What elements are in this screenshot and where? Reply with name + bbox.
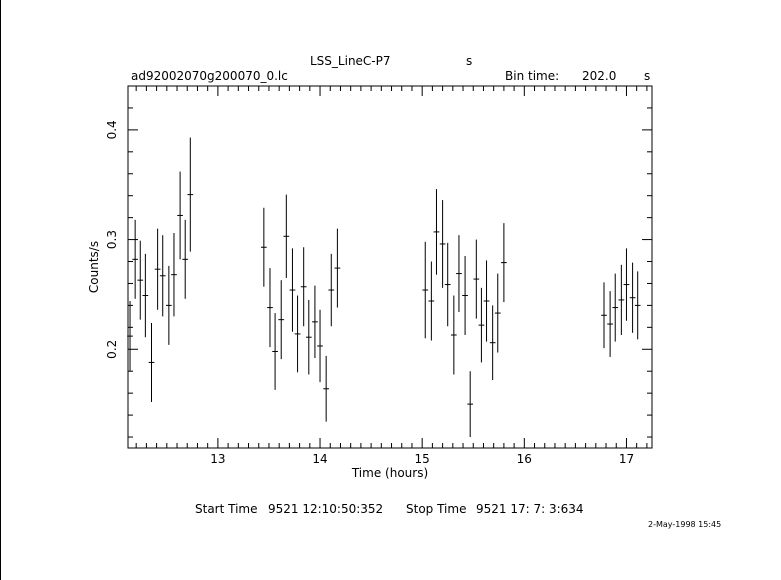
data-point: [422, 242, 428, 339]
data-point: [323, 356, 329, 422]
data-point: [166, 266, 172, 345]
bin-time-unit: s: [644, 69, 651, 83]
data-point: [149, 323, 155, 402]
data-point: [624, 248, 630, 320]
data-point: [601, 282, 607, 348]
data-point: [635, 271, 641, 339]
data-point: [283, 195, 289, 278]
data-point: [290, 248, 296, 331]
data-point: [132, 220, 138, 299]
data-point: [473, 240, 479, 319]
data-point: [630, 263, 636, 333]
stop-time-value: 9521 17: 7: 3:634: [476, 502, 584, 516]
data-point: [182, 220, 188, 299]
data-point: [467, 371, 473, 437]
y-axis-label: Counts/s: [87, 240, 101, 294]
data-point: [187, 138, 193, 252]
stop-time-label: Stop Time: [406, 502, 467, 516]
data-point: [278, 280, 284, 359]
plot-title-unit: s: [466, 54, 473, 68]
axis-ticks: [128, 86, 652, 448]
y-tick-label: 0.4: [105, 120, 119, 140]
date-stamp: 2-May-1998 15:45: [648, 520, 722, 529]
data-point: [607, 291, 613, 357]
y-tick-label: 0.2: [105, 339, 119, 359]
x-tick-label: 14: [312, 452, 328, 466]
x-tick-label: 17: [618, 452, 635, 466]
data-point: [445, 243, 451, 326]
data-point: [261, 208, 267, 287]
data-point: [429, 262, 435, 341]
start-time-label: Start Time: [195, 502, 258, 516]
data-point: [335, 229, 341, 308]
data-point: [312, 286, 318, 358]
data-point: [479, 288, 485, 363]
x-tick-label: 13: [210, 452, 226, 466]
tick-labels: [105, 120, 634, 466]
data-point: [484, 260, 490, 341]
bin-time-label: Bin time:: [505, 69, 560, 83]
data-point: [612, 274, 618, 342]
x-tick-label: 16: [516, 452, 532, 466]
start-time-value: 9521 12:10:50:352: [268, 502, 384, 516]
data-point: [267, 268, 273, 347]
data-point: [501, 223, 507, 302]
y-tick-label: 0.3: [105, 230, 119, 250]
bin-time-value: 202.0: [582, 69, 617, 83]
data-point: [490, 305, 496, 380]
data-point: [451, 296, 457, 375]
x-axis-label: Time (hours): [351, 466, 429, 480]
data-point: [301, 247, 307, 326]
data-point: [155, 229, 161, 310]
data-point: [456, 235, 462, 312]
data-point: [272, 313, 278, 390]
data-point: [328, 254, 334, 326]
plot-title: LSS_LineC-P7: [310, 54, 391, 68]
data-point: [137, 241, 143, 320]
data-point: [434, 189, 440, 275]
data-point: [306, 300, 312, 375]
data-point: [440, 200, 446, 288]
data-point: [160, 235, 166, 316]
data-point: [495, 274, 501, 353]
data-point: [462, 256, 468, 335]
data-points: [127, 138, 640, 437]
plot-frame: [128, 86, 652, 448]
x-tick-label: 15: [414, 452, 430, 466]
data-point: [177, 172, 183, 260]
data-point: [143, 254, 149, 337]
data-point: [618, 265, 624, 335]
filename-label: ad92002070g200070_0.lc: [131, 69, 288, 83]
data-point: [171, 233, 177, 316]
data-point: [317, 310, 323, 382]
data-point: [295, 296, 301, 373]
